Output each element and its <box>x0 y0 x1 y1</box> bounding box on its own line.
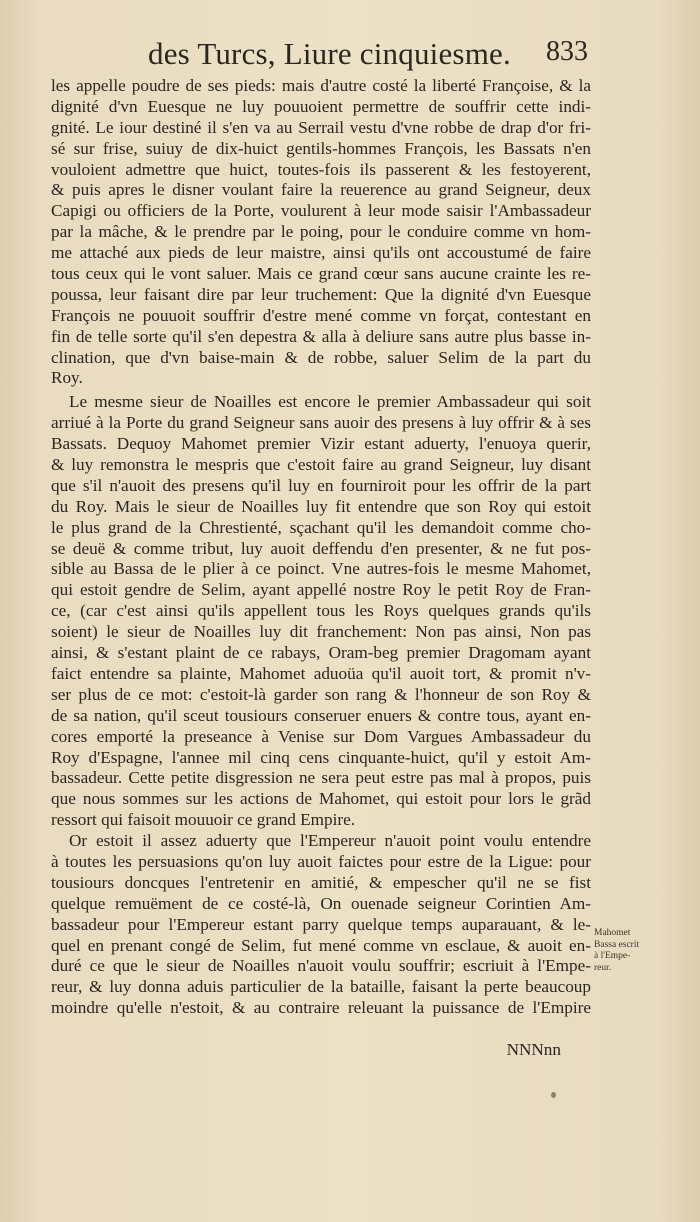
text-line: qui estoit gendre de Selim, ayant appellé nostre Roy le petit Roy de Fran- <box>51 580 591 600</box>
paragraph-start-line: Le mesme sieur de Noailles est encore le premier Ambassadeur qui soit <box>69 392 591 412</box>
text-line: & puis apres le disner voulant faire la reuerence au grand Seigneur, deux <box>51 180 591 200</box>
paragraph-end-line: Roy. <box>51 368 83 388</box>
text-line: que nous sommes sur les actions de Mahomet, qui estoit pour lors le grãd <box>51 789 591 809</box>
running-title: des Turcs, Liure cinquiesme. <box>148 36 511 71</box>
text-line: le plus grand de la Chrestienté, sçachant qu'il les demandoit comme cho- <box>51 517 591 537</box>
paragraph-end-line: ressort qui faisoit mouuoir ce grand Empire. <box>51 810 356 830</box>
text-line: gnité. Le iour destiné il s'en va au Serrail vestu d'vne robbe de drap d'or fri- <box>51 117 591 137</box>
text-line: sé sur frise, suiuy de dix-huict gentils-hommes François, les Bassats n'en <box>51 138 591 158</box>
text-line <box>51 1019 591 1040</box>
body-text <box>51 76 591 1061</box>
text-line: ce, (car c'est ainsi qu'ils appellent tous les Roys quelques grands qu'ils <box>51 601 591 621</box>
text-line: ainsi, & s'estant plaint de ce rabays, Oram-beg premier Dragomam ayant <box>51 643 591 663</box>
text-line: quelque remuëment de ce costé-là, On ouenade seigneur Corintien Am- <box>51 893 591 913</box>
text-line: cores emporté la preseance à Venise sur Dom Vargues Ambassadeur du <box>51 726 591 746</box>
text-line: les appelle poudre de ses pieds: mais d'autre costé la liberté Françoise, & la <box>51 76 591 95</box>
catchword: NNNnn <box>506 1039 561 1059</box>
text-line: par la mâche, & le prendre par le poing, pour le conduire comme vn hom- <box>51 222 591 242</box>
text-line: vouloient admettre que huict, toutes-fois ils passerent & les festoyerent, <box>51 159 591 179</box>
text-line: à toutes les persuasions qu'on luy auoit faictes pour estre de la Ligue: pour <box>51 851 591 871</box>
text-line: du Roy. Mais le sieur de Noailles luy fit entendre que son Roy qui estoit <box>51 496 591 516</box>
margin-note-line: Bassa escrit <box>594 939 640 950</box>
text-line: reur, & luy donna aduis particulier de la bataille, faisant la perte beaucoup <box>51 977 591 997</box>
text-line: sible au Bassa de le plier à ce poinct. Vne autres-fois le mesme Mahomet, <box>51 559 591 579</box>
text-line: moindre qu'elle n'estoit, & au contraire releuant la puissance de l'Empire <box>51 998 591 1018</box>
ink-speck <box>551 1092 556 1098</box>
text-line: Capigi ou officiers de la Porte, voulurent à leur mode saisir l'Ambassadeur <box>51 201 591 221</box>
margin-note-line: Mahomet <box>594 928 631 938</box>
text-line: bassadeur pour l'Empereur estant parry quelque temps auparauant, & le- <box>51 914 591 934</box>
text-line: Bassats. Dequoy Mahomet premier Vizir estant aduerty, l'enuoya querir, <box>51 434 591 454</box>
text-line: soient) le sieur de Noailles luy dit franchement: Non pas ainsi, Non pas <box>51 622 591 642</box>
text-line: fin de telle sorte qu'il s'en depestra & alla à deliure sans autre plus basse in- <box>51 326 591 346</box>
page-header <box>148 36 588 76</box>
text-line: & luy remonstra le mespris que c'estoit faire au grand Seigneur, luy disant <box>51 455 591 475</box>
text-line: faict entendre sa plainte, Mahomet aduoüa qu'il auoit tort, & promit n'v- <box>51 663 591 683</box>
paragraph-start-line: Or estoit il assez aduerty que l'Empereur n'auoit point voulu entendre <box>69 831 591 851</box>
text-line: François ne pouuoit souffrir d'estre mené comme vn forçat, contestant en <box>51 305 591 325</box>
margin-note-line: reur. <box>594 962 612 973</box>
text-line: se deuë & comme tribut, luy auoit deffendu d'en presenter, & ne fut pos- <box>51 538 591 558</box>
text-line: tousiours doncques l'entretenir en amitié, & empescher qu'il ne se fist <box>51 872 591 892</box>
margin-note <box>594 928 684 974</box>
text-line: arriué à la Porte du grand Seigneur sans auoir des presens à luy offrir & à ses <box>51 413 591 433</box>
page-number: 833 <box>546 36 588 67</box>
text-line: bassadeur. Cette petite disgression ne sera peut estre pas mal à propos, puis <box>51 768 591 788</box>
text-line: ser plus de ce mot: c'estoit-là garder son rang & l'honneur de son Roy & <box>51 684 591 704</box>
text-line: Roy d'Espagne, l'annee mil cinq cens cinquante-huict, qu'il y estoit Am- <box>51 747 591 767</box>
text-line: duré ce que le sieur de Noailles n'auoit voulu souffrir; escriuit à l'Empe- <box>51 956 591 976</box>
text-line: que s'il n'auoit des presens qu'il luy en fourniroit pour les offrir de la part <box>51 475 591 495</box>
text-line: tous ceux qui le vont saluer. Mais ce grand cœur sans aucune crainte les re- <box>51 264 591 284</box>
text-line: dignité d'vn Euesque ne luy pouuoient permettre de souffrir cette indi- <box>51 96 591 116</box>
text-line: me attaché aux pieds de leur maistre, ainsi qu'ils ont accoustumé de faire <box>51 243 591 263</box>
margin-note-line: à l'Empe- <box>594 951 631 961</box>
text-line: poussa, leur faisant dire par leur truchement: Que la dignité d'vn Euesque <box>51 284 591 304</box>
text-line: clination, que d'vn baise-main & de robbe, saluer Selim de la part du <box>51 347 591 367</box>
text-line: quel en prenant congé de Selim, fut mené comme vn esclaue, & auoit en- <box>51 935 591 955</box>
text-line: de sa nation, qu'il sceut tousiours conseruer enuers & contre tous, ayant en- <box>51 705 591 725</box>
